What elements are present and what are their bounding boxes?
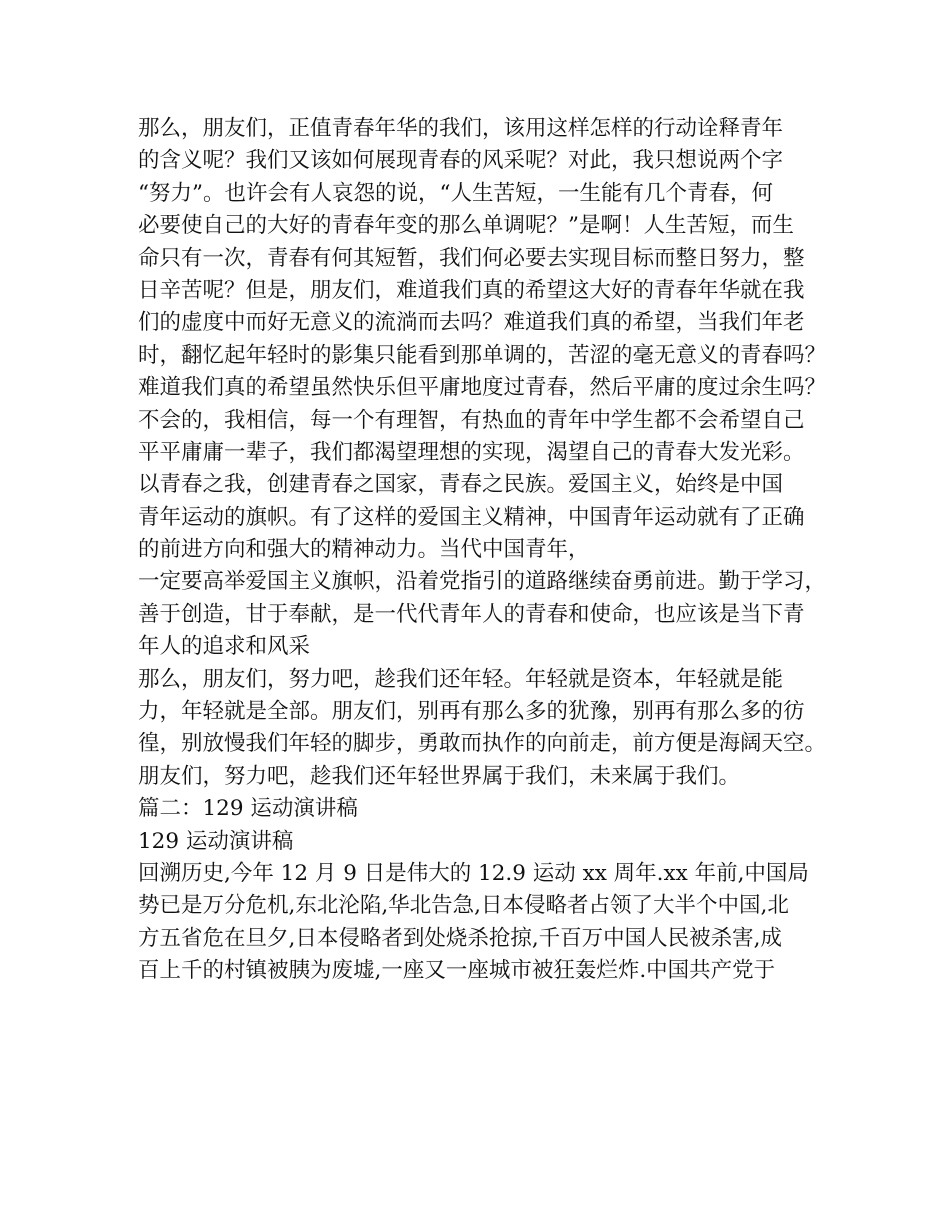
text-line: 不会的，我相信，每一个有理智，有热血的青年中学生都不会希望自己 (138, 407, 805, 433)
document-body (138, 113, 838, 988)
text-line: 方五省危在旦夕,日本侵略者到处烧杀抢掠,千百万中国人民被杀害,成 (138, 925, 783, 951)
text-line: 们的虚度中而好无意义的流淌而去吗？难道我们真的希望，当我们年老 (138, 310, 805, 336)
text-line: 以青春之我，创建青春之国家，青春之民族。爱国主义，始终是中国 (138, 472, 784, 498)
text-line: 一定要高举爱国主义旗帜，沿着党指引的道路继续奋勇前进。勤于学习， (138, 569, 827, 595)
text-line: 平平庸庸一辈子，我们都渴望理想的实现，渴望自己的青春大发光彩。 (138, 439, 805, 465)
text-line: 命只有一次，青春有何其短暂，我们何必要去实现目标而整日努力，整 (138, 245, 805, 271)
text-line: 那么，朋友们，正值青春年华的我们，该用这样怎样的行动诠释青年 (138, 116, 784, 141)
text-line: 善于创造，甘于奉献，是一代代青年人的青春和使命，也应该是当下青 (138, 601, 805, 627)
text-line: 徨，别放慢我们年轻的脚步，勇敢而执作的向前走，前方便是海阔天空。 (138, 731, 827, 757)
text-line: 青年运动的旗帜。有了这样的爱国主义精神，中国青年运动就有了正确 (138, 504, 805, 530)
text-line: 的含义呢？我们又该如何展现青春的风采呢？对此，我只想说两个字 (138, 148, 784, 174)
text-line: 的前进方向和强大的精神动力。当代中国青年， (138, 537, 590, 563)
text-line: 力，年轻就是全部。朋友们，别再有那么多的犹豫，别再有那么多的彷 (138, 699, 805, 725)
section-heading: 篇二：129 运动演讲稿 (138, 796, 358, 822)
text-line: 难道我们真的希望虽然快乐但平庸地度过青春，然后平庸的度过余生吗？ (138, 375, 827, 401)
text-line: 时，翻忆起年轻时的影集只能看到那单调的，苦涩的毫无意义的青春吗？ (138, 342, 827, 368)
text-line: “努力”。也许会有人哀怨的说，“人生苦短，一生能有几个青春，何 (138, 180, 773, 206)
text-line: 日辛苦呢？但是，朋友们，难道我们真的希望这大好的青春年华就在我 (138, 277, 805, 303)
text-line: 那么，朋友们，努力吧，趁我们还年轻。年轻就是资本，年轻就是能 (138, 666, 784, 692)
speech-title: 129 运动演讲稿 (138, 828, 294, 854)
text-line: 回溯历史,今年 12 月 9 日是伟大的 12.9 运动 xx 周年.xx 年前,中国局 (138, 860, 809, 886)
text-line: 势已是万分危机,东北沦陷,华北告急,日本侵略者占领了大半个中国,北 (138, 893, 789, 919)
text-line: 必要使自己的大好的青春年变的那么单调呢？”是啊！人生苦短，而生 (138, 213, 794, 239)
text-line: 朋友们，努力吧，趁我们还年轻世界属于我们，未来属于我们。 (138, 763, 741, 789)
text-line: 百上千的村镇被胰为废墟,一座又一座城市被狂轰烂炸.中国共产党于 (138, 958, 776, 984)
text-line: 年人的追求和风采 (138, 634, 311, 660)
